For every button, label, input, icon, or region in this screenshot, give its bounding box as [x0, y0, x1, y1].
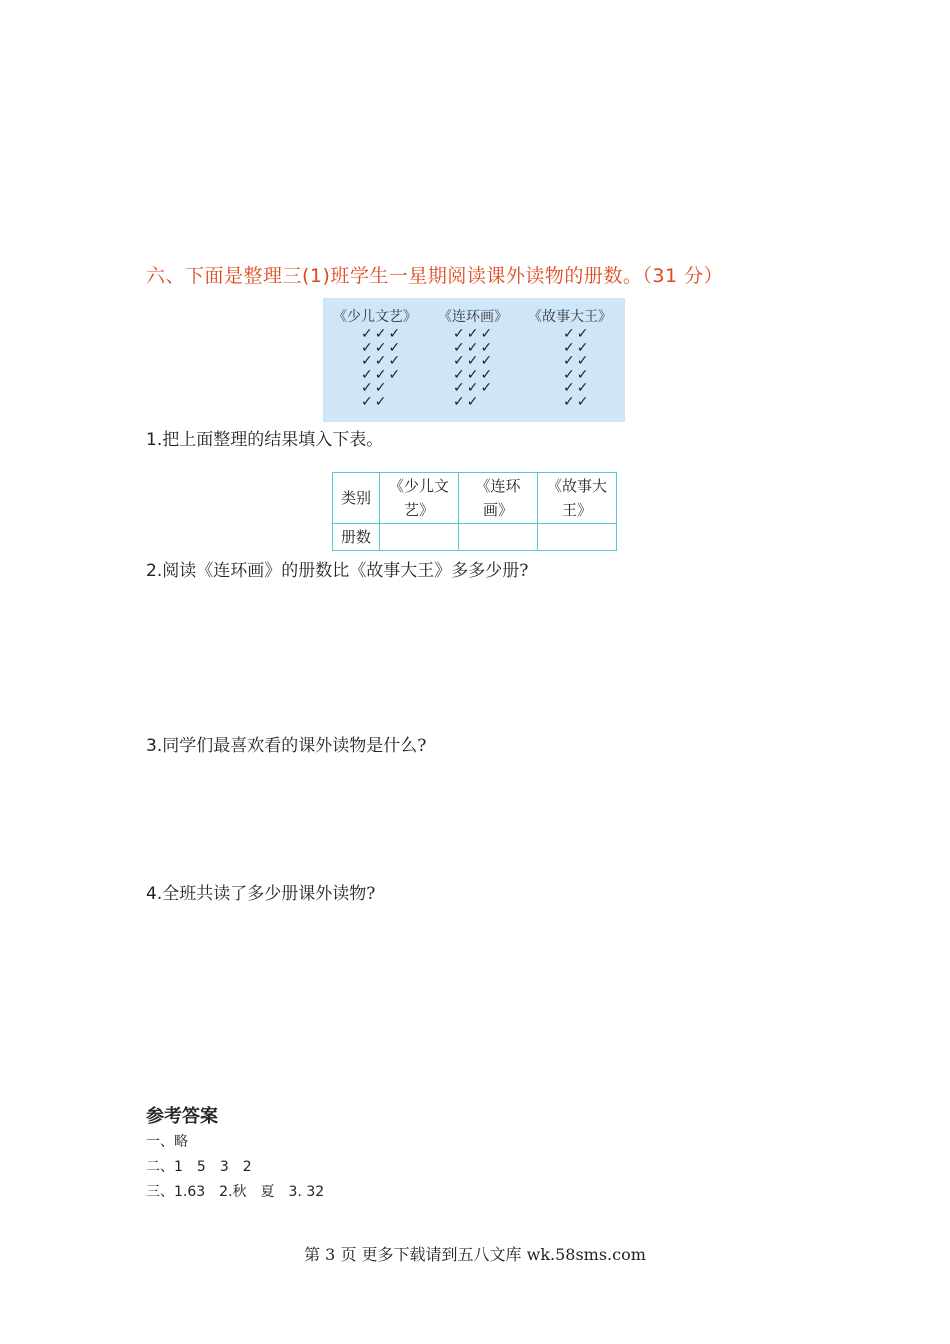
table-header-shaoer — [380, 473, 459, 524]
question-number: 4. — [146, 884, 163, 904]
answer-line: 二、1 5 3 2 — [146, 1159, 252, 1175]
tally-marks: ✓✓✓ — [361, 339, 403, 356]
tally-marks: ✓✓✓ — [453, 366, 495, 383]
question-3 — [146, 731, 426, 756]
table-header-line: 《少儿文 — [388, 477, 449, 495]
table-label-category: 类别 — [333, 473, 380, 524]
table-cell-blank[interactable] — [380, 524, 459, 551]
table-header-line: 王》 — [561, 501, 592, 519]
question-1 — [146, 425, 383, 450]
question-number: 3. — [146, 736, 163, 756]
tally-header-gushidawang: 《故事大王》 — [528, 309, 612, 325]
table-header-gushidawang — [538, 473, 617, 524]
answers-title: 参考答案 — [146, 1106, 218, 1127]
question-4 — [146, 879, 375, 904]
tally-marks: ✓✓ — [563, 366, 591, 383]
tally-marks: ✓✓ — [563, 380, 591, 396]
tally-column-gushidawang — [563, 328, 590, 409]
tally-marks: ✓✓ — [563, 353, 591, 369]
tally-header-lianhuanhua: 《连环画》 — [438, 309, 508, 325]
table-label-count: 册数 — [333, 524, 380, 551]
tally-marks: ✓✓✓ — [453, 326, 495, 342]
tally-marks: ✓✓ — [563, 393, 591, 410]
answer-line: 三、1.63 2.秋 夏 3. 32 — [146, 1184, 325, 1200]
answer-line: 一、略 — [146, 1134, 188, 1150]
table-header-lianhuanhua — [459, 473, 538, 524]
tally-marks: ✓✓ — [563, 339, 591, 356]
table-header-line: 艺》 — [403, 501, 434, 519]
tally-chart — [323, 298, 625, 422]
question-text: 全班共读了多少册课外读物? — [162, 884, 376, 904]
tally-header-shaoer: 《少儿文艺》 — [333, 309, 417, 325]
table-cell-blank[interactable] — [459, 524, 538, 551]
tally-column-lianhuanhua — [453, 328, 494, 409]
tally-marks: ✓✓ — [453, 393, 481, 410]
tally-marks: ✓✓ — [563, 326, 591, 342]
question-number: 2. — [146, 561, 163, 581]
tally-marks: ✓✓✓ — [453, 339, 495, 356]
section-title: 六、下面是整理三(1)班学生一星期阅读课外读物的册数。（31 分） — [146, 265, 724, 287]
page-footer: 第 3 页 更多下载请到五八文库 wk.58sms.com — [304, 1245, 646, 1264]
tally-marks: ✓✓✓ — [453, 380, 495, 396]
question-text: 把上面整理的结果填入下表。 — [162, 430, 384, 450]
tally-marks: ✓✓✓ — [453, 353, 495, 369]
fill-in-table — [332, 472, 617, 551]
table-cell-blank[interactable] — [538, 524, 617, 551]
table-header-line: 画》 — [482, 501, 513, 519]
question-text: 阅读《连环画》的册数比《故事大王》多多少册? — [162, 561, 529, 581]
question-text: 同学们最喜欢看的课外读物是什么? — [162, 736, 427, 756]
tally-marks: ✓✓✓ — [361, 366, 403, 383]
tally-marks: ✓✓✓ — [361, 326, 403, 342]
question-2 — [146, 556, 528, 581]
table-header-line: 《连环 — [475, 477, 521, 495]
table-header-line: 《故事大 — [546, 477, 607, 495]
tally-marks: ✓✓ — [361, 380, 389, 396]
tally-marks: ✓✓✓ — [361, 353, 403, 369]
tally-marks: ✓✓ — [361, 393, 389, 410]
question-number: 1. — [146, 430, 163, 450]
tally-column-shaoer — [361, 328, 402, 409]
